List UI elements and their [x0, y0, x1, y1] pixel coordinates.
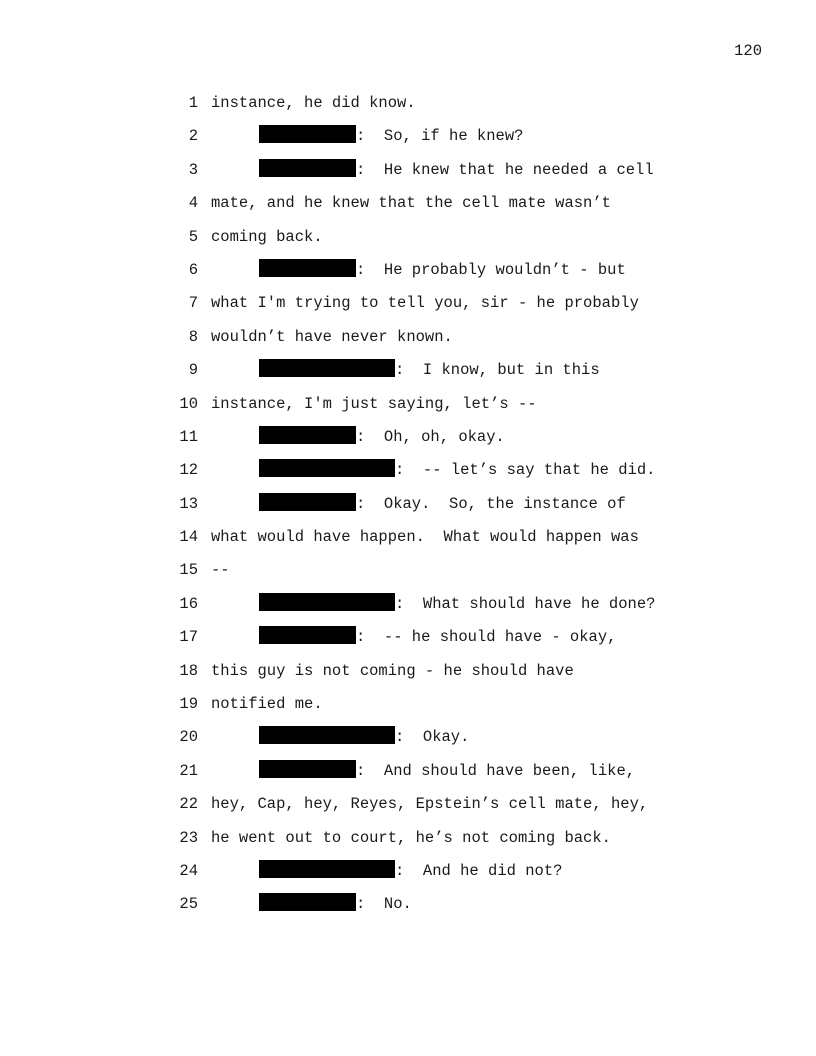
line-number: 7: [188, 294, 198, 313]
spoken-text: : He probably wouldn’t - but: [356, 260, 626, 279]
line-number: 12: [179, 461, 198, 480]
redacted-speaker-name: [259, 426, 356, 444]
speaker-statement: [259, 259, 626, 281]
transcript-line: [0, 359, 816, 392]
redacted-speaker-name: [259, 726, 395, 744]
speaker-statement: [259, 893, 412, 915]
transcript-line: [0, 793, 816, 826]
line-text: instance, I'm just saying, let’s --: [211, 394, 537, 413]
transcript-line: [0, 827, 816, 860]
redacted-speaker-name: [259, 259, 356, 277]
line-text: wouldn’t have never known.: [211, 327, 453, 346]
line-number: 24: [179, 861, 198, 880]
line-number: 18: [179, 661, 198, 680]
transcript-line: [0, 259, 816, 292]
line-number: 22: [179, 795, 198, 814]
line-number: 20: [179, 728, 198, 747]
line-text: what I'm trying to tell you, sir - he probably: [211, 294, 639, 313]
line-number: 10: [179, 394, 198, 413]
spoken-text: : I know, but in this: [395, 361, 600, 380]
redacted-speaker-name: [259, 860, 395, 878]
transcript-line: [0, 393, 816, 426]
transcript-line: [0, 693, 816, 726]
transcript-line: [0, 893, 816, 926]
transcript-line: [0, 726, 816, 759]
line-number: 15: [179, 561, 198, 580]
transcript-line: [0, 192, 816, 225]
speaker-statement: [259, 159, 654, 181]
redacted-speaker-name: [259, 626, 356, 644]
speaker-statement: [259, 760, 635, 782]
line-number: 5: [188, 227, 198, 246]
page-number: 120: [734, 42, 762, 60]
line-number: 8: [188, 327, 198, 346]
transcript-line: [0, 426, 816, 459]
transcript-line: [0, 292, 816, 325]
line-number: 25: [179, 895, 198, 914]
transcript-line: [0, 493, 816, 526]
line-text: instance, he did know.: [211, 94, 416, 112]
line-number: 16: [179, 594, 198, 613]
redacted-speaker-name: [259, 893, 356, 911]
spoken-text: : He knew that he needed a cell: [356, 160, 654, 179]
transcript-line: [0, 159, 816, 192]
spoken-text: : No.: [356, 895, 412, 914]
line-number: 13: [179, 494, 198, 513]
redacted-speaker-name: [259, 493, 356, 511]
transcript-line: [0, 626, 816, 659]
spoken-text: : What should have he done?: [395, 594, 656, 613]
speaker-statement: [259, 493, 626, 515]
spoken-text: : So, if he knew?: [356, 127, 524, 146]
transcript-line: [0, 593, 816, 626]
line-text: mate, and he knew that the cell mate wasn’t: [211, 194, 611, 213]
transcript-body: [0, 92, 816, 927]
redacted-speaker-name: [259, 359, 395, 377]
line-number: 21: [179, 761, 198, 780]
redacted-speaker-name: [259, 760, 356, 778]
redacted-speaker-name: [259, 159, 356, 177]
line-number: 14: [179, 528, 198, 547]
spoken-text: : And he did not?: [395, 861, 563, 880]
spoken-text: : Oh, oh, okay.: [356, 427, 505, 446]
redacted-speaker-name: [259, 459, 395, 477]
transcript-line: [0, 526, 816, 559]
transcript-line: [0, 459, 816, 492]
line-number: 4: [188, 194, 198, 213]
line-number: 11: [179, 427, 198, 446]
transcript-line: [0, 125, 816, 158]
speaker-statement: [259, 626, 616, 648]
transcript-line: [0, 326, 816, 359]
line-number: 3: [188, 160, 198, 179]
speaker-statement: [259, 459, 655, 481]
transcript-line: [0, 226, 816, 259]
speaker-statement: [259, 726, 469, 748]
redacted-speaker-name: [259, 125, 356, 143]
transcript-line: [0, 860, 816, 893]
spoken-text: : Okay. So, the instance of: [356, 494, 626, 513]
line-number: 9: [188, 361, 198, 380]
speaker-statement: [259, 860, 562, 882]
spoken-text: : And should have been, like,: [356, 761, 636, 780]
transcript-line: [0, 660, 816, 693]
line-number: 1: [188, 94, 198, 112]
transcript-line: [0, 760, 816, 793]
transcript-line: [0, 559, 816, 592]
spoken-text: : Okay.: [395, 728, 470, 747]
speaker-statement: [259, 359, 600, 381]
line-number: 19: [179, 695, 198, 714]
speaker-statement: [259, 125, 523, 147]
line-number: 23: [179, 828, 198, 847]
speaker-statement: [259, 426, 505, 448]
line-text: hey, Cap, hey, Reyes, Epstein’s cell mate, hey,: [211, 795, 649, 814]
spoken-text: : -- let’s say that he did.: [395, 461, 656, 480]
line-number: 2: [188, 127, 198, 146]
line-text: --: [211, 561, 230, 580]
line-text: coming back.: [211, 227, 323, 246]
line-number: 17: [179, 628, 198, 647]
line-text: what would have happen. What would happen was: [211, 528, 639, 547]
line-text: notified me.: [211, 695, 323, 714]
line-text: this guy is not coming - he should have: [211, 661, 574, 680]
line-number: 6: [188, 260, 198, 279]
line-text: he went out to court, he’s not coming back.: [211, 828, 611, 847]
spoken-text: : -- he should have - okay,: [356, 628, 617, 647]
speaker-statement: [259, 593, 655, 615]
redacted-speaker-name: [259, 593, 395, 611]
transcript-line: [0, 92, 816, 125]
